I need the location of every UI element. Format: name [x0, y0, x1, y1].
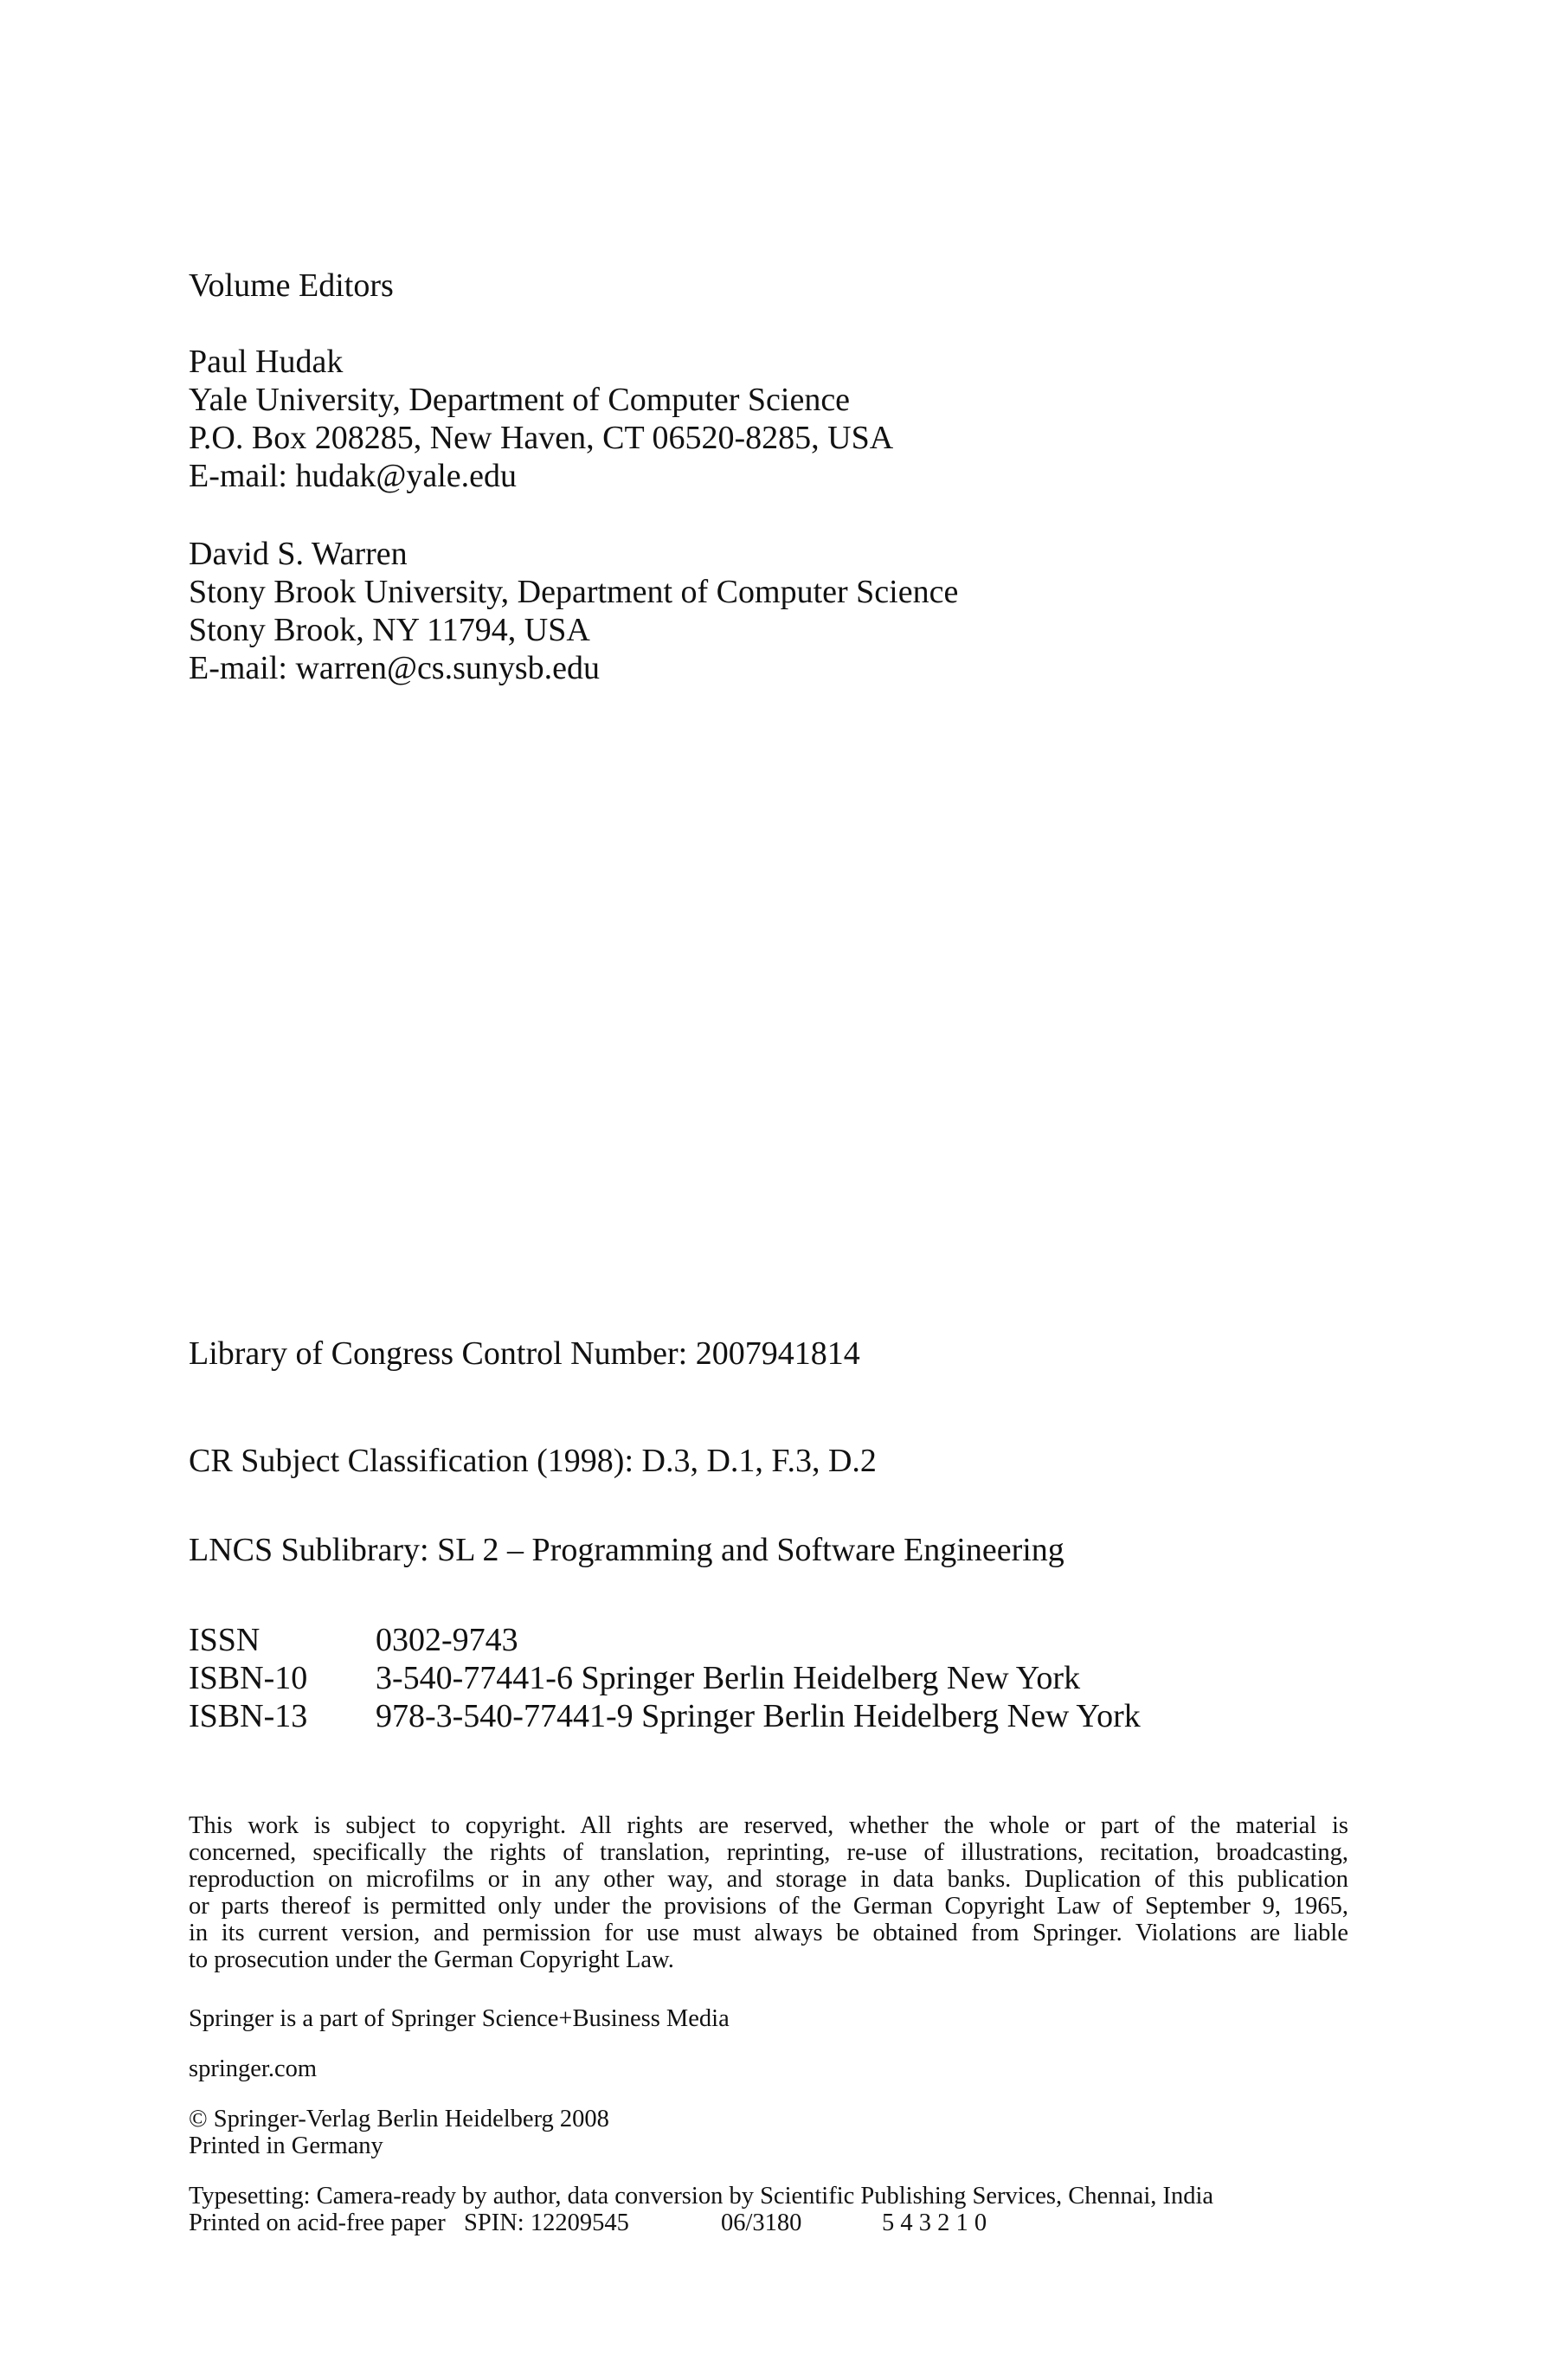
volume-editors-heading: Volume Editors — [189, 267, 394, 304]
editor-email: E-mail: warren@cs.sunysb.edu — [189, 650, 601, 686]
identifier-value: 3-540-77441-6 Springer Berlin Heidelberg New York — [376, 1660, 1081, 1696]
printed-paper: Printed on acid-free paper — [189, 2210, 446, 2236]
copyright-statement — [189, 1812, 1348, 1973]
identifier-table — [189, 1621, 1141, 1735]
identifier-row — [189, 1659, 1141, 1697]
loc-control-number: Library of Congress Control Number: 2007941814 — [189, 1335, 860, 1372]
editor-name: David S. Warren — [189, 536, 408, 572]
print-run: 5 4 3 2 1 0 — [882, 2210, 987, 2236]
springer-part-of: Springer is a part of Springer Science+Business Media — [189, 2005, 730, 2032]
editor-address: Stony Brook, NY 11794, USA — [189, 612, 590, 648]
editor-affiliation: Yale University, Department of Computer Science — [189, 382, 851, 418]
editor-block-1 — [189, 343, 893, 495]
spin-number: SPIN: 12209545 — [464, 2210, 629, 2236]
lncs-sublibrary: LNCS Sublibrary: SL 2 – Programming and Software Engineering — [189, 1532, 1064, 1568]
copyright-line: in its current version, and permission for use must always be obtained from Springer. Violations are liable — [189, 1920, 1348, 1946]
typesetting-line: Typesetting: Camera-ready by author, data conversion by Scientific Publishing Services, Chennai, India — [189, 2183, 1214, 2210]
identifier-row — [189, 1621, 1141, 1659]
identifier-value: 978-3-540-77441-9 Springer Berlin Heidelberg New York — [376, 1698, 1141, 1734]
identifier-label: ISBN-10 — [189, 1660, 308, 1696]
identifier-label: ISSN — [189, 1622, 260, 1658]
editor-email: E-mail: hudak@yale.edu — [189, 458, 517, 494]
copyright-line: This work is subject to copyright. All rights are reserved, whether the whole or part of the material is — [189, 1812, 1348, 1839]
editor-name: Paul Hudak — [189, 344, 344, 380]
copyright-notice: © Springer-Verlag Berlin Heidelberg 2008 — [189, 2106, 609, 2132]
copyright-line: to prosecution under the German Copyright Law. — [189, 1946, 674, 1973]
editor-address: P.O. Box 208285, New Haven, CT 06520-8285, USA — [189, 420, 894, 456]
springer-url: springer.com — [189, 2055, 318, 2082]
identifier-value: 0302-9743 — [376, 1622, 518, 1658]
print-code: 06/3180 — [721, 2210, 802, 2236]
cr-subject-classification: CR Subject Classification (1998): D.3, D.1, F.3, D.2 — [189, 1443, 877, 1479]
copyright-line: reproduction on microfilms or in any other way, and storage in data banks. Duplication of this publication — [189, 1866, 1348, 1893]
editor-block-2 — [189, 535, 958, 687]
identifier-row — [189, 1697, 1141, 1735]
copyright-line: or parts thereof is permitted only under the provisions of the German Copyright Law of September 9, 1965, — [189, 1893, 1348, 1920]
copyright-notice-block — [189, 2106, 1348, 2159]
print-details-row — [189, 2210, 1348, 2236]
printed-in: Printed in Germany — [189, 2132, 383, 2159]
identifier-label: ISBN-13 — [189, 1698, 308, 1734]
copyright-line: concerned, specifically the rights of translation, reprinting, re-use of illustrations, recitation, broadcasting, — [189, 1839, 1348, 1866]
editor-affiliation: Stony Brook University, Department of Computer Science — [189, 574, 959, 610]
production-info — [189, 2183, 1348, 2236]
